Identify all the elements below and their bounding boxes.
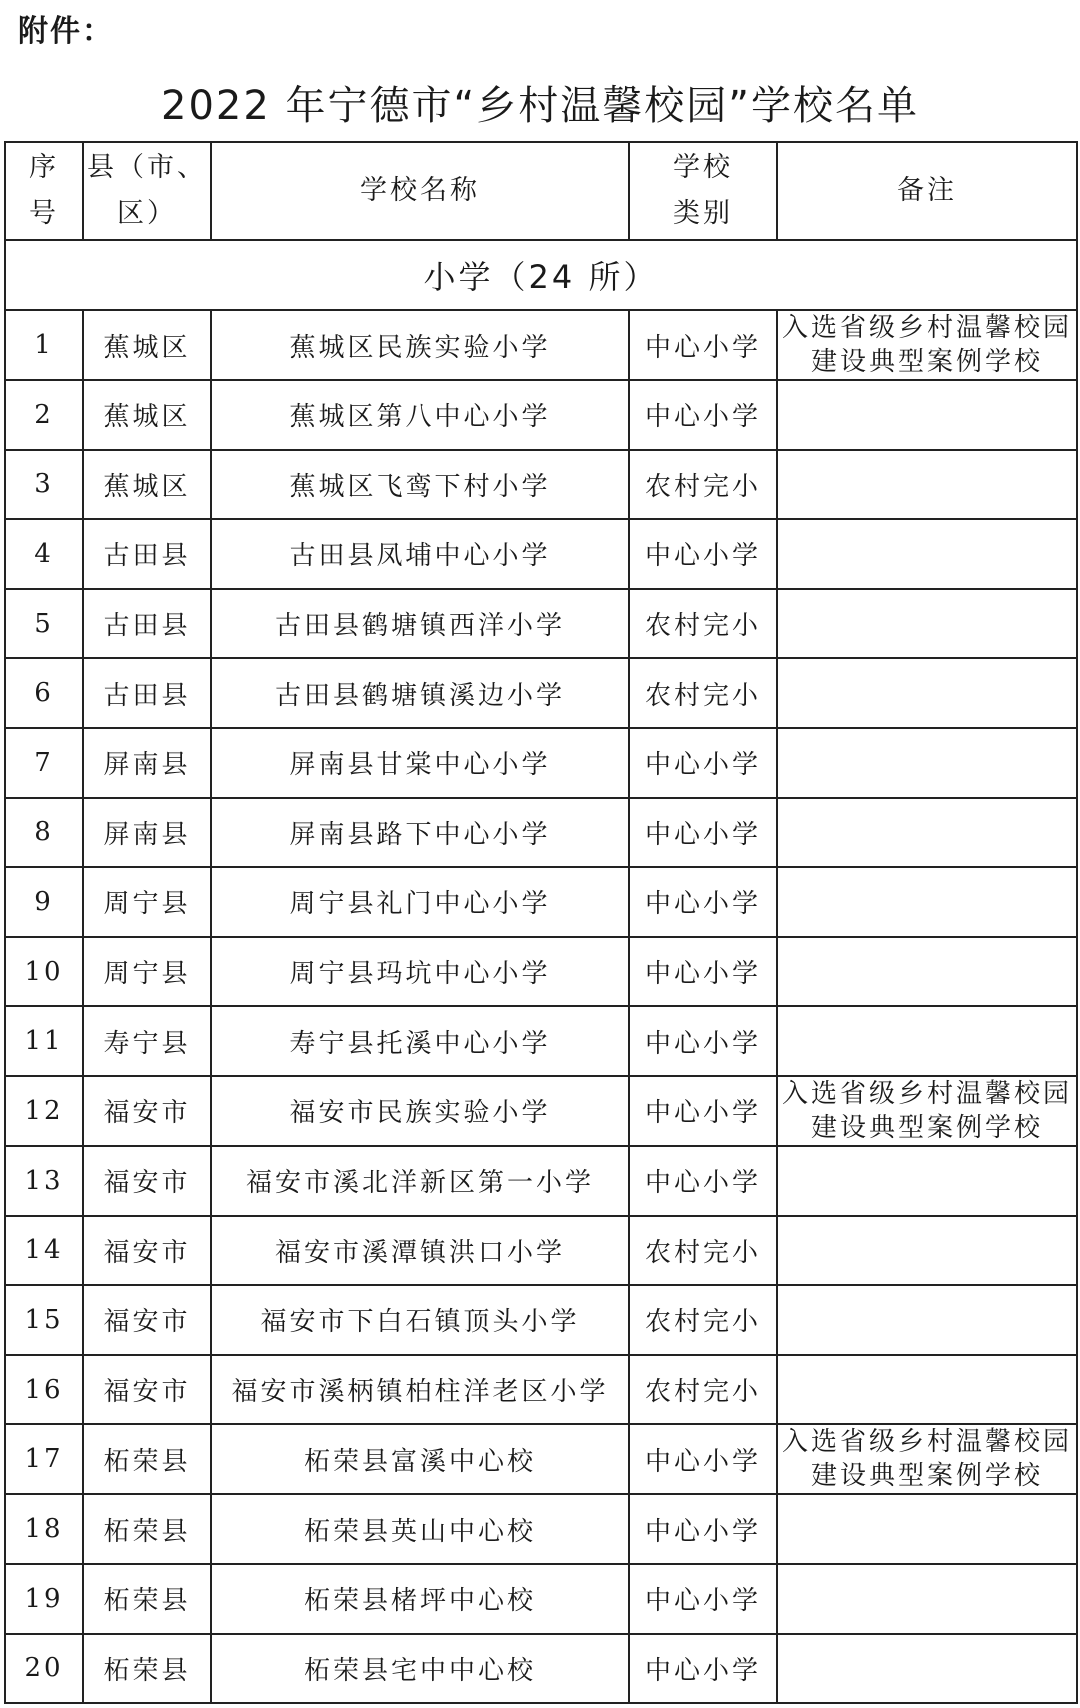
school-type-cell: 中心小学 bbox=[629, 519, 777, 589]
county-cell: 屏南县 bbox=[83, 728, 211, 798]
school-name-cell: 柘荣县富溪中心校 bbox=[211, 1424, 629, 1494]
note-line: 建设典型案例学校 bbox=[810, 347, 1043, 377]
school-name-cell: 柘荣县楮坪中心校 bbox=[211, 1564, 629, 1634]
note-line: 建设典型案例学校 bbox=[810, 1112, 1043, 1143]
county-cell: 蕉城区 bbox=[83, 380, 211, 450]
note-cell bbox=[777, 1006, 1077, 1076]
row-number-cell: 1 bbox=[5, 310, 83, 380]
note-cell bbox=[777, 310, 1077, 380]
school-type-cell: 中心小学 bbox=[629, 1424, 777, 1494]
county-cell: 蕉城区 bbox=[83, 310, 211, 380]
row-number-cell: 18 bbox=[5, 1494, 83, 1564]
row-number-cell: 13 bbox=[5, 1146, 83, 1216]
row-number-cell: 7 bbox=[5, 728, 83, 798]
county-cell: 柘荣县 bbox=[83, 1494, 211, 1564]
county-cell: 福安市 bbox=[83, 1076, 211, 1146]
row-number-cell: 19 bbox=[5, 1564, 83, 1634]
county-cell: 蕉城区 bbox=[83, 450, 211, 520]
row-number-cell: 17 bbox=[5, 1424, 83, 1494]
school-name-cell: 蕉城区第八中心小学 bbox=[211, 380, 629, 450]
county-cell: 寿宁县 bbox=[83, 1006, 211, 1076]
school-name-cell: 福安市溪柄镇柏柱洋老区小学 bbox=[211, 1355, 629, 1425]
note-cell bbox=[777, 1285, 1077, 1355]
school-type-cell: 中心小学 bbox=[629, 380, 777, 450]
table-row bbox=[5, 519, 1077, 589]
note-cell bbox=[777, 1424, 1077, 1494]
note-cell bbox=[777, 1076, 1077, 1146]
row-number-cell: 9 bbox=[5, 867, 83, 937]
school-type-cell: 中心小学 bbox=[629, 310, 777, 380]
school-name-cell: 屏南县甘棠中心小学 bbox=[211, 728, 629, 798]
column-header-school-type: 学校 类别 bbox=[629, 142, 777, 240]
school-name-cell: 福安市溪潭镇洪口小学 bbox=[211, 1216, 629, 1286]
row-number-cell: 2 bbox=[5, 380, 83, 450]
row-number-cell: 5 bbox=[5, 589, 83, 659]
attachment-label: 附件： bbox=[18, 14, 114, 49]
county-cell: 柘荣县 bbox=[83, 1564, 211, 1634]
county-cell: 福安市 bbox=[83, 1146, 211, 1216]
county-cell: 福安市 bbox=[83, 1285, 211, 1355]
school-type-cell: 农村完小 bbox=[629, 1355, 777, 1425]
school-name-cell: 屏南县路下中心小学 bbox=[211, 798, 629, 868]
note-cell bbox=[777, 937, 1077, 1007]
section-row-primary bbox=[5, 240, 1077, 310]
school-type-cell: 中心小学 bbox=[629, 1006, 777, 1076]
school-type-cell: 中心小学 bbox=[629, 1634, 777, 1704]
school-type-cell: 中心小学 bbox=[629, 1146, 777, 1216]
note-cell bbox=[777, 1494, 1077, 1564]
row-number-cell: 20 bbox=[5, 1634, 83, 1704]
table-row bbox=[5, 1216, 1077, 1286]
county-cell: 周宁县 bbox=[83, 937, 211, 1007]
table-row bbox=[5, 1564, 1077, 1634]
school-list-table bbox=[4, 141, 1078, 1704]
school-name-cell: 古田县鹤塘镇西洋小学 bbox=[211, 589, 629, 659]
table-row bbox=[5, 310, 1077, 380]
school-type-cell: 中心小学 bbox=[629, 867, 777, 937]
row-number-cell: 4 bbox=[5, 519, 83, 589]
row-number-cell: 11 bbox=[5, 1006, 83, 1076]
school-type-cell: 中心小学 bbox=[629, 1076, 777, 1146]
note-cell bbox=[777, 658, 1077, 728]
school-type-cell: 中心小学 bbox=[629, 1494, 777, 1564]
row-number-cell: 14 bbox=[5, 1216, 83, 1286]
county-cell: 福安市 bbox=[83, 1216, 211, 1286]
table-row bbox=[5, 380, 1077, 450]
school-name-cell: 柘荣县宅中中心校 bbox=[211, 1634, 629, 1704]
note-cell bbox=[777, 450, 1077, 520]
school-name-cell: 柘荣县英山中心校 bbox=[211, 1494, 629, 1564]
note-line: 入选省级乡村温馨校园 bbox=[781, 313, 1072, 343]
row-number-cell: 12 bbox=[5, 1076, 83, 1146]
county-cell: 古田县 bbox=[83, 519, 211, 589]
note-cell bbox=[777, 1216, 1077, 1286]
school-name-cell: 周宁县礼门中心小学 bbox=[211, 867, 629, 937]
note-line: 入选省级乡村温馨校园 bbox=[781, 1427, 1072, 1458]
school-name-cell: 古田县鹤塘镇溪边小学 bbox=[211, 658, 629, 728]
school-name-cell: 古田县凤埔中心小学 bbox=[211, 519, 629, 589]
table-row bbox=[5, 1076, 1077, 1146]
column-header-county: 县（市、 区） bbox=[83, 142, 211, 240]
county-cell: 古田县 bbox=[83, 589, 211, 659]
school-name-cell: 寿宁县托溪中心小学 bbox=[211, 1006, 629, 1076]
table-row bbox=[5, 937, 1077, 1007]
column-header-no: 序 号 bbox=[5, 142, 83, 240]
school-type-cell: 中心小学 bbox=[629, 798, 777, 868]
note-cell bbox=[777, 589, 1077, 659]
note-cell bbox=[777, 867, 1077, 937]
row-number-cell: 3 bbox=[5, 450, 83, 520]
note-cell bbox=[777, 380, 1077, 450]
school-type-cell: 中心小学 bbox=[629, 937, 777, 1007]
school-type-cell: 农村完小 bbox=[629, 1216, 777, 1286]
school-type-cell: 农村完小 bbox=[629, 450, 777, 520]
table-row bbox=[5, 1634, 1077, 1704]
row-number-cell: 6 bbox=[5, 658, 83, 728]
county-cell: 古田县 bbox=[83, 658, 211, 728]
note-cell bbox=[777, 1634, 1077, 1704]
school-name-cell: 周宁县玛坑中心小学 bbox=[211, 937, 629, 1007]
note-cell bbox=[777, 1564, 1077, 1634]
note-line: 建设典型案例学校 bbox=[810, 1461, 1043, 1492]
county-cell: 柘荣县 bbox=[83, 1424, 211, 1494]
county-cell: 屏南县 bbox=[83, 798, 211, 868]
table-header-row bbox=[5, 142, 1077, 240]
section-label: 小学（24 所） bbox=[5, 240, 1077, 310]
school-name-cell: 福安市民族实验小学 bbox=[211, 1076, 629, 1146]
note-cell bbox=[777, 798, 1077, 868]
table-row bbox=[5, 798, 1077, 868]
row-number-cell: 10 bbox=[5, 937, 83, 1007]
note-cell bbox=[777, 728, 1077, 798]
table-row bbox=[5, 728, 1077, 798]
county-cell: 福安市 bbox=[83, 1355, 211, 1425]
table-row bbox=[5, 1355, 1077, 1425]
document-title: 2022 年宁德市“乡村温馨校园”学校名单 bbox=[161, 83, 919, 129]
county-cell: 柘荣县 bbox=[83, 1634, 211, 1704]
school-name-cell: 蕉城区民族实验小学 bbox=[211, 310, 629, 380]
table-row bbox=[5, 1424, 1077, 1494]
row-number-cell: 15 bbox=[5, 1285, 83, 1355]
school-name-cell: 蕉城区飞鸾下村小学 bbox=[211, 450, 629, 520]
note-line: 入选省级乡村温馨校园 bbox=[781, 1078, 1072, 1109]
column-header-note: 备注 bbox=[777, 142, 1077, 240]
table-row bbox=[5, 450, 1077, 520]
note-cell bbox=[777, 519, 1077, 589]
school-type-cell: 农村完小 bbox=[629, 589, 777, 659]
table-row bbox=[5, 1494, 1077, 1564]
table-row bbox=[5, 1146, 1077, 1216]
table-row bbox=[5, 658, 1077, 728]
column-header-school-name: 学校名称 bbox=[211, 142, 629, 240]
table-row bbox=[5, 589, 1077, 659]
table-row bbox=[5, 1285, 1077, 1355]
school-type-cell: 农村完小 bbox=[629, 658, 777, 728]
row-number-cell: 16 bbox=[5, 1355, 83, 1425]
school-type-cell: 农村完小 bbox=[629, 1285, 777, 1355]
school-name-cell: 福安市下白石镇顶头小学 bbox=[211, 1285, 629, 1355]
note-cell bbox=[777, 1146, 1077, 1216]
school-type-cell: 中心小学 bbox=[629, 1564, 777, 1634]
school-name-cell: 福安市溪北洋新区第一小学 bbox=[211, 1146, 629, 1216]
table-row bbox=[5, 1006, 1077, 1076]
row-number-cell: 8 bbox=[5, 798, 83, 868]
county-cell: 周宁县 bbox=[83, 867, 211, 937]
note-cell bbox=[777, 1355, 1077, 1425]
table-row bbox=[5, 867, 1077, 937]
school-type-cell: 中心小学 bbox=[629, 728, 777, 798]
